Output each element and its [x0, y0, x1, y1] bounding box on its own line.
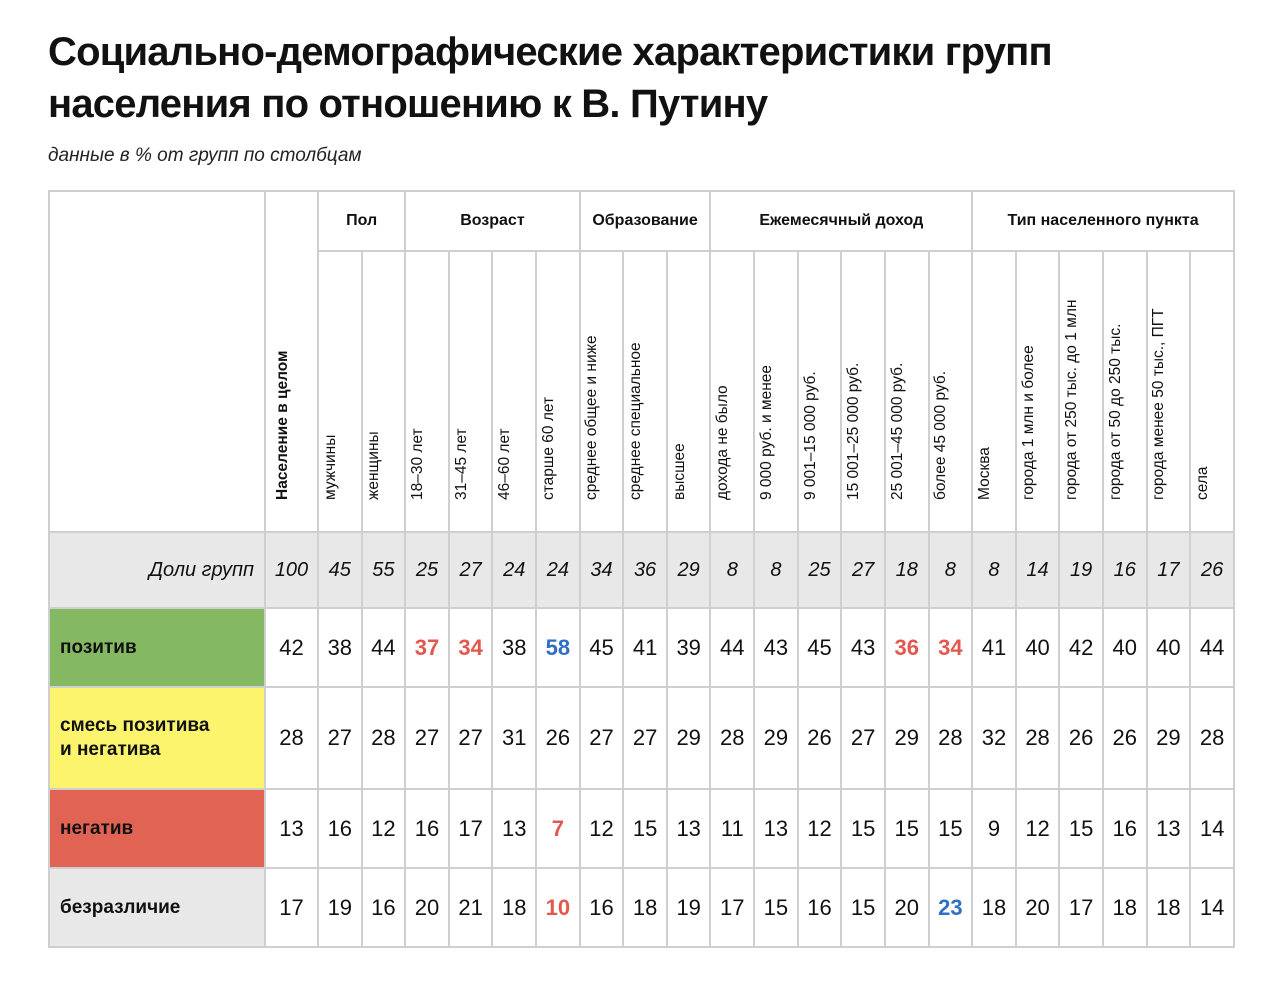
- value-cell: 15: [754, 868, 798, 947]
- total-column-label: Население в целом: [273, 350, 291, 500]
- value-cell: 17: [265, 868, 318, 947]
- value-cell: 28: [362, 687, 406, 789]
- group-header: Возраст: [405, 191, 579, 251]
- value-cell: 13: [1147, 789, 1191, 868]
- value-cell: 44: [362, 608, 406, 687]
- column-header: [1016, 251, 1060, 532]
- column-header: [623, 251, 667, 532]
- value-cell: 18: [972, 868, 1016, 947]
- column-header: [929, 251, 973, 532]
- page-title: Социально-демографические характеристики групп населения по отношению к В. Путину: [48, 30, 1052, 126]
- value-cell: 8: [972, 532, 1016, 608]
- value-cell: 32: [972, 687, 1016, 789]
- row-label: негатив: [49, 789, 265, 868]
- value-cell: 19: [1059, 532, 1103, 608]
- value-cell: 45: [798, 608, 842, 687]
- value-cell: 34: [929, 608, 973, 687]
- value-cell: 38: [492, 608, 536, 687]
- value-cell: 41: [972, 608, 1016, 687]
- value-cell: 28: [1016, 687, 1060, 789]
- value-cell: 8: [710, 532, 754, 608]
- column-header: [1059, 251, 1103, 532]
- column-header: [580, 251, 624, 532]
- shares-row: [49, 532, 1234, 608]
- row-label: безразличие: [49, 868, 265, 947]
- value-cell: 34: [449, 608, 493, 687]
- column-header: [536, 251, 580, 532]
- data-row: [49, 608, 1234, 687]
- group-header: Образование: [580, 191, 711, 251]
- column-header-label: 9 001–15 000 руб.: [801, 371, 819, 500]
- value-cell: 26: [798, 687, 842, 789]
- value-cell: 23: [929, 868, 973, 947]
- value-cell: 12: [1016, 789, 1060, 868]
- value-cell: 12: [362, 789, 406, 868]
- value-cell: 18: [492, 868, 536, 947]
- column-header-label: мужчины: [321, 434, 339, 500]
- value-cell: 17: [1147, 532, 1191, 608]
- value-cell: 16: [798, 868, 842, 947]
- data-table: [48, 190, 1235, 948]
- value-cell: 16: [1103, 789, 1147, 868]
- value-cell: 13: [265, 789, 318, 868]
- value-cell: 20: [885, 868, 929, 947]
- value-cell: 10: [536, 868, 580, 947]
- column-header: [754, 251, 798, 532]
- value-cell: 24: [492, 532, 536, 608]
- value-cell: 14: [1190, 789, 1234, 868]
- value-cell: 18: [1147, 868, 1191, 947]
- column-header-label: 15 001–25 000 руб.: [845, 362, 863, 500]
- value-cell: 100: [265, 532, 318, 608]
- value-cell: 15: [623, 789, 667, 868]
- value-cell: 36: [623, 532, 667, 608]
- value-cell: 43: [754, 608, 798, 687]
- column-header-label: более 45 000 руб.: [932, 370, 950, 500]
- value-cell: 28: [265, 687, 318, 789]
- column-header-label: дохода не было: [714, 385, 732, 500]
- value-cell: 27: [318, 687, 362, 789]
- value-cell: 12: [580, 789, 624, 868]
- value-cell: 26: [536, 687, 580, 789]
- value-cell: 18: [885, 532, 929, 608]
- column-header: [885, 251, 929, 532]
- corner-cell: [49, 191, 265, 532]
- value-cell: 58: [536, 608, 580, 687]
- value-cell: 16: [362, 868, 406, 947]
- column-header-label: города от 250 тыс. до 1 млн: [1063, 299, 1081, 500]
- column-header-label: 31–45 лет: [452, 428, 470, 500]
- group-header: Ежемесячный доход: [710, 191, 972, 251]
- group-header: Тип населенного пункта: [972, 191, 1234, 251]
- row-label: Доли групп: [49, 532, 265, 608]
- value-cell: 19: [318, 868, 362, 947]
- value-cell: 27: [623, 687, 667, 789]
- column-header-label: 46–60 лет: [496, 428, 514, 500]
- value-cell: 15: [1059, 789, 1103, 868]
- value-cell: 36: [885, 608, 929, 687]
- value-cell: 15: [841, 868, 885, 947]
- column-header: [318, 251, 362, 532]
- data-row: [49, 868, 1234, 947]
- value-cell: 29: [667, 687, 711, 789]
- column-header: [449, 251, 493, 532]
- value-cell: 26: [1190, 532, 1234, 608]
- value-cell: 11: [710, 789, 754, 868]
- value-cell: 19: [667, 868, 711, 947]
- column-header-label: Москва: [975, 447, 993, 500]
- column-header-label: села: [1194, 466, 1212, 500]
- value-cell: 27: [405, 687, 449, 789]
- value-cell: 41: [623, 608, 667, 687]
- value-cell: 25: [405, 532, 449, 608]
- group-header: Пол: [318, 191, 405, 251]
- column-header: [1190, 251, 1234, 532]
- column-header-label: высшее: [670, 443, 688, 500]
- column-header-label: среднее специальное: [627, 342, 645, 500]
- column-header-label: среднее общее и ниже: [583, 335, 601, 500]
- value-cell: 16: [580, 868, 624, 947]
- value-cell: 12: [798, 789, 842, 868]
- value-cell: 55: [362, 532, 406, 608]
- column-header: [362, 251, 406, 532]
- value-cell: 15: [885, 789, 929, 868]
- value-cell: 7: [536, 789, 580, 868]
- column-header: [405, 251, 449, 532]
- total-column-header: [265, 191, 318, 532]
- row-label: смесь позитива и негатива: [49, 687, 265, 789]
- value-cell: 43: [841, 608, 885, 687]
- value-cell: 9: [972, 789, 1016, 868]
- value-cell: 38: [318, 608, 362, 687]
- value-cell: 17: [710, 868, 754, 947]
- value-cell: 16: [1103, 532, 1147, 608]
- column-header-label: женщины: [365, 431, 383, 500]
- value-cell: 26: [1103, 687, 1147, 789]
- value-cell: 13: [492, 789, 536, 868]
- page-subtitle: данные в % от групп по столбцам: [48, 145, 362, 166]
- column-header: [1103, 251, 1147, 532]
- value-cell: 20: [1016, 868, 1060, 947]
- value-cell: 27: [841, 687, 885, 789]
- value-cell: 39: [667, 608, 711, 687]
- value-cell: 13: [754, 789, 798, 868]
- column-header: [710, 251, 754, 532]
- value-cell: 37: [405, 608, 449, 687]
- value-cell: 29: [667, 532, 711, 608]
- value-cell: 34: [580, 532, 624, 608]
- value-cell: 15: [841, 789, 885, 868]
- value-cell: 44: [710, 608, 754, 687]
- value-cell: 40: [1147, 608, 1191, 687]
- column-header: [667, 251, 711, 532]
- value-cell: 45: [580, 608, 624, 687]
- value-cell: 21: [449, 868, 493, 947]
- column-header: [841, 251, 885, 532]
- value-cell: 28: [929, 687, 973, 789]
- value-cell: 20: [405, 868, 449, 947]
- value-cell: 27: [449, 532, 493, 608]
- data-row: [49, 687, 1234, 789]
- value-cell: 18: [1103, 868, 1147, 947]
- value-cell: 28: [1190, 687, 1234, 789]
- value-cell: 16: [318, 789, 362, 868]
- value-cell: 42: [265, 608, 318, 687]
- value-cell: 18: [623, 868, 667, 947]
- value-cell: 15: [929, 789, 973, 868]
- value-cell: 8: [929, 532, 973, 608]
- column-header: [492, 251, 536, 532]
- row-label: позитив: [49, 608, 265, 687]
- value-cell: 24: [536, 532, 580, 608]
- column-header-label: 18–30 лет: [409, 428, 427, 500]
- value-cell: 25: [798, 532, 842, 608]
- column-header: [798, 251, 842, 532]
- value-cell: 29: [754, 687, 798, 789]
- value-cell: 31: [492, 687, 536, 789]
- value-cell: 42: [1059, 608, 1103, 687]
- column-header: [1147, 251, 1191, 532]
- value-cell: 17: [449, 789, 493, 868]
- value-cell: 17: [1059, 868, 1103, 947]
- data-row: [49, 789, 1234, 868]
- value-cell: 44: [1190, 608, 1234, 687]
- column-header-label: 9 000 руб. и менее: [757, 365, 775, 500]
- value-cell: 27: [449, 687, 493, 789]
- column-header: [972, 251, 1016, 532]
- group-header-row: [49, 191, 1234, 251]
- value-cell: 13: [667, 789, 711, 868]
- value-cell: 16: [405, 789, 449, 868]
- column-header-label: старше 60 лет: [539, 396, 557, 500]
- value-cell: 29: [885, 687, 929, 789]
- value-cell: 8: [754, 532, 798, 608]
- column-header-label: города 1 млн и более: [1019, 345, 1037, 500]
- column-header-label: 25 001–45 000 руб.: [888, 362, 906, 500]
- value-cell: 29: [1147, 687, 1191, 789]
- value-cell: 27: [580, 687, 624, 789]
- column-header-label: города от 50 до 250 тыс.: [1106, 323, 1124, 500]
- column-header-label: города менее 50 тыс., ПГТ: [1150, 308, 1168, 500]
- value-cell: 14: [1190, 868, 1234, 947]
- value-cell: 45: [318, 532, 362, 608]
- value-cell: 14: [1016, 532, 1060, 608]
- value-cell: 40: [1016, 608, 1060, 687]
- value-cell: 28: [710, 687, 754, 789]
- value-cell: 27: [841, 532, 885, 608]
- value-cell: 40: [1103, 608, 1147, 687]
- value-cell: 26: [1059, 687, 1103, 789]
